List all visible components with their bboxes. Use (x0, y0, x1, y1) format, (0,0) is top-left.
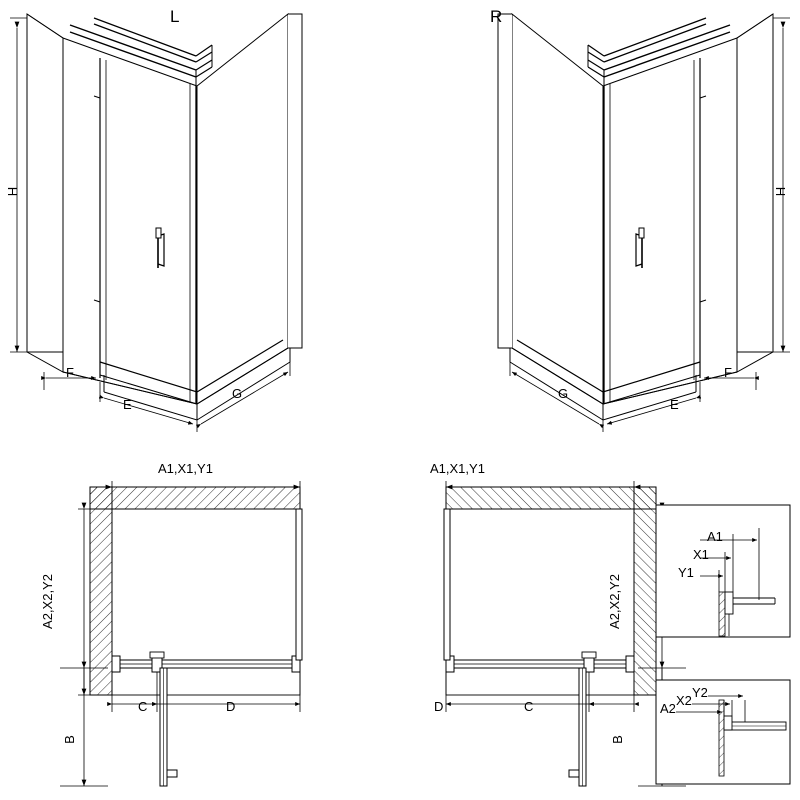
plan-left-dim-top: A1,X1,Y1 (158, 461, 213, 476)
plan-right-dim-D: D (434, 699, 444, 714)
iso-left-label-H: H (5, 186, 21, 197)
plan-left-dim-side: A2,X2,Y2 (39, 574, 55, 629)
iso-left-enclosure (27, 14, 302, 420)
detail-bottom-dim-A2: A2 (660, 701, 676, 716)
detail-top-box (656, 505, 790, 637)
iso-right-label-E: E (670, 397, 679, 412)
title-left-hand: L (170, 7, 180, 26)
iso-right-label-G: G (558, 386, 569, 401)
iso-left-label-G: G (232, 386, 243, 401)
iso-right-label-F: F (724, 365, 732, 380)
plan-right-dim-C: C (524, 699, 534, 714)
iso-right-enclosure (498, 14, 773, 420)
plan-left-dim-C: C (138, 699, 148, 714)
detail-top-dim-A1: A1 (707, 529, 723, 544)
dim-H-right (773, 18, 790, 352)
dim-H-left (10, 18, 27, 352)
plan-right-dim-side: A2,X2,Y2 (606, 574, 622, 629)
detail-bottom-dim-X2: X2 (676, 693, 692, 708)
iso-left-label-E: E (123, 397, 132, 412)
title-right-hand: R (490, 7, 503, 26)
detail-top-dim-X1: X1 (693, 547, 709, 562)
plan-left-dim-D: D (226, 699, 236, 714)
iso-left-label-F: F (66, 365, 74, 380)
iso-right-label-H: H (773, 186, 789, 197)
plan-left (90, 487, 302, 786)
plan-left-dim-B: B (61, 735, 77, 744)
plan-right-dim-B: B (609, 735, 625, 744)
plan-right-dim-top: A1,X1,Y1 (430, 461, 485, 476)
detail-top-dim-Y1: Y1 (678, 565, 694, 580)
detail-bottom-dim-Y2: Y2 (692, 685, 708, 700)
